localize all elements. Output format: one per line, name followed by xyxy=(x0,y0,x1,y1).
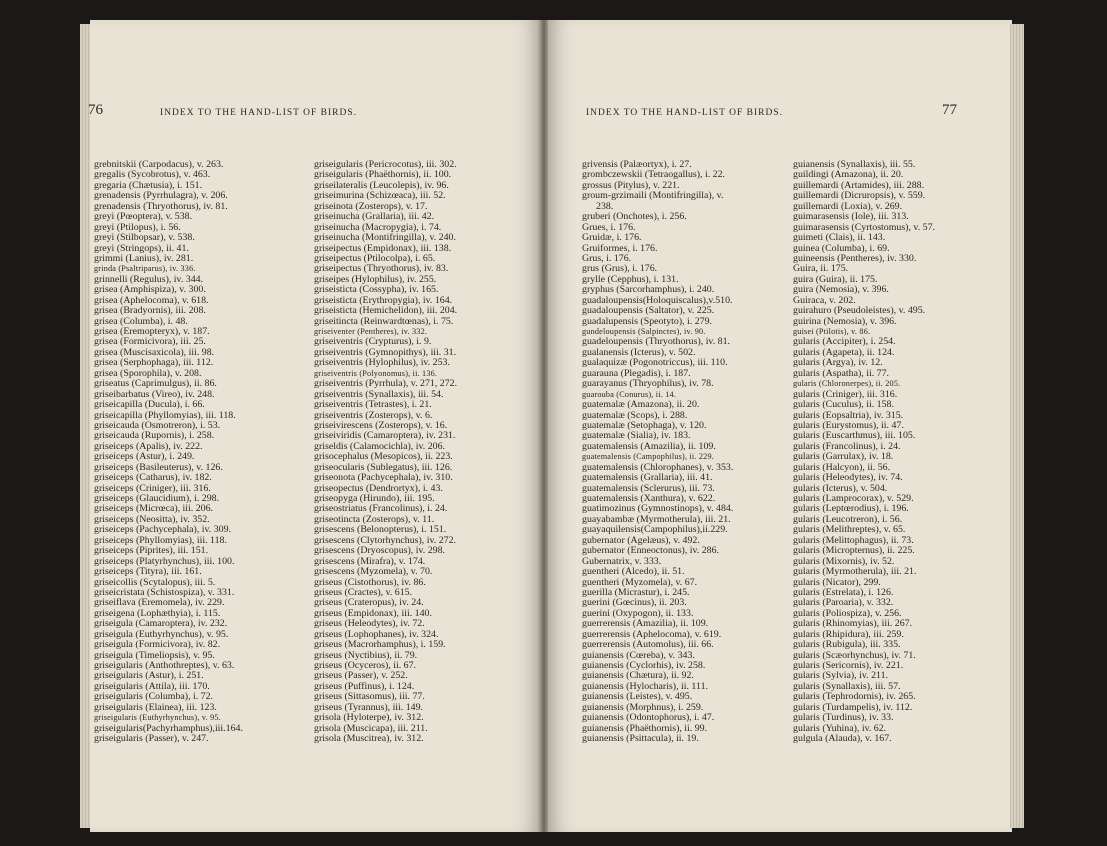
index-entry: griseiventris (Crypturus), i. 9. xyxy=(314,336,432,348)
index-entry: gularis (Chloronerpes), ii. 205. xyxy=(793,379,901,389)
index-entry: griseiceps (Neositta), iv. 352. xyxy=(94,513,210,525)
index-entry: gularis (Rhinomyias), iii. 267. xyxy=(793,618,913,630)
index-entry: guerrerensis (Aphelocoma), v. 619. xyxy=(582,628,722,640)
index-entry: griseisticta (Cossypha), iv. 165. xyxy=(314,284,439,296)
index-entry: guatemalæ (Amazona), ii. 20. xyxy=(582,399,700,411)
index-entry: guatemalæ (Setophaga), v. 120. xyxy=(582,419,707,431)
index-entry: guatemalæ (Sialia), iv. 183. xyxy=(582,430,691,442)
index-entry: griseigularis (Columba), i. 72. xyxy=(94,691,214,703)
index-entry: grisola (Muscitrea), iv. 312. xyxy=(314,733,424,745)
index-entry: guatemalensis (Campophilus), ii. 229. xyxy=(582,452,715,462)
index-entry: griseigula (Camaroptera), iv. 232. xyxy=(94,618,228,630)
index-entry: griseus (Cistothorus), iv. 86. xyxy=(314,576,426,588)
index-entry: guira (Guira), ii. 175. xyxy=(793,273,878,285)
index-entry: griseiceps (Phyllomyias), iii. 118. xyxy=(94,534,227,546)
index-entry: grossus (Pitylus), v. 221. xyxy=(582,179,680,191)
index-entry: griseigena (Lophæthyia), i. 115. xyxy=(94,607,221,619)
page-number-left: 76 xyxy=(88,102,103,118)
index-entry: griseigula (Formicivora), iv. 82. xyxy=(94,639,221,651)
index-entry: grimmi (Lanius), iv. 281. xyxy=(94,252,194,264)
index-entry: griseipectus (Thryothorus), iv. 83. xyxy=(314,263,449,275)
index-entry: greyi (Stringops), ii. 41. xyxy=(94,242,189,254)
index-entry: griseicollis (Scytalopus), iii. 5. xyxy=(94,576,216,588)
index-entry: griseiceps (Piprites), iii. 151. xyxy=(94,545,209,557)
index-entry: griseiventris (Polyonomus), ii. 136. xyxy=(314,368,438,378)
index-entry: gularis (Scæorhynchus), iv. 71. xyxy=(793,649,916,661)
index-entry: gregaria (Chætusia), i. 151. xyxy=(94,179,203,191)
index-entry: grus (Grus), i. 176. xyxy=(582,263,658,275)
index-entry: grisea (Formicivora), iii. 25. xyxy=(94,336,206,348)
index-entry: guadaloupensis(Holoquiscalus),v.510. xyxy=(582,294,733,306)
index-entry: guianensis (Chætura), ii. 92. xyxy=(582,670,694,682)
index-entry: grebnitskii (Carpodacus), v. 263. xyxy=(94,159,224,170)
index-entry: guerilla (Micrastur), i. 245. xyxy=(582,586,690,598)
index-column-3 xyxy=(582,160,733,745)
index-entry: griseicristata (Schistospiza), v. 331. xyxy=(94,586,235,598)
index-entry: griseigularis (Euthyrhynchus), v. 95. xyxy=(94,713,221,723)
index-entry: grylle (Cepphus), i. 131. xyxy=(582,273,679,285)
index-entry: gularis (Heleodytes), iv. 74. xyxy=(793,472,903,484)
index-entry: gularis (Sylvia), iv. 211. xyxy=(793,670,888,682)
index-entry: gularis (Mixornis), iv. 52. xyxy=(793,555,895,567)
index-entry: guirahuro (Pseudoleistes), v. 495. xyxy=(793,305,926,317)
index-entry: griseipes (Hylophilus), iv. 255. xyxy=(314,273,437,285)
index-entry: gularis (Estrelata), i. 126. xyxy=(793,586,894,598)
index-entry: griseiceps (Apalis), iv. 222. xyxy=(94,440,203,452)
index-entry: guimeti (Clais), ii. 143. xyxy=(793,232,886,244)
index-entry: guatemalensis (Amazilia), ii. 109. xyxy=(582,440,716,452)
index-entry: gularis (Yuhina), iv. 62. xyxy=(793,722,887,734)
index-entry: griseigularis (Phaëthornis), ii. 100. xyxy=(314,169,452,181)
index-entry: gularis (Cuculus), ii. 158. xyxy=(793,399,894,411)
index-entry: guildingi (Amazona), ii. 20. xyxy=(793,169,904,181)
index-entry: griseilateralis (Leucolepis), iv. 96. xyxy=(314,179,449,191)
index-entry: gularis (Turdampelis), iv. 112. xyxy=(793,701,913,713)
running-header-right: INDEX TO THE HAND-LIST OF BIRDS. xyxy=(586,108,784,118)
index-entry: gularis (Criniger), iii. 316. xyxy=(793,388,898,400)
index-entry: grisescens (Myzomela), v. 70. xyxy=(314,566,433,578)
index-entry: griseiceps (Catharus), iv. 182. xyxy=(94,472,212,484)
index-entry: guianensis (Morphnus), i. 259. xyxy=(582,701,704,713)
index-entry: gularis (Sericornis), iv. 221. xyxy=(793,660,904,671)
index-entry: guimarasensis (Iole), iii. 313. xyxy=(793,211,909,223)
index-entry: guarauna (Plegadis), i. 187. xyxy=(582,367,691,379)
index-entry: gularis (Lamprocorax), v. 529. xyxy=(793,493,914,504)
index-entry: guianensis (Synallaxis), iii. 55. xyxy=(793,159,916,170)
index-entry: guillemardi (Artamides), iii. 288. xyxy=(793,179,925,191)
index-entry: guisei (Ptilotis), v. 86. xyxy=(793,327,871,336)
index-entry: griseiventris (Gymnopithys), iii. 31. xyxy=(314,346,457,358)
index-entry: griseicapilla (Ducula), i. 66. xyxy=(94,399,205,411)
index-entry: griseiflava (Eremomela), iv. 229. xyxy=(94,597,225,609)
index-entry: grisola (Hyloterpe), iv. 312. xyxy=(314,712,424,724)
index-entry: guadaloupensis (Saltator), v. 225. xyxy=(582,305,715,317)
index-entry: gruberi (Onchotes), i. 256. xyxy=(582,211,687,223)
index-entry: griseisticta (Erythropygia), iv. 164. xyxy=(314,294,453,306)
index-entry: guianensis (Phaëthornis), ii. 99. xyxy=(582,722,708,734)
index-entry: guerrerensis (Amazilia), ii. 109. xyxy=(582,618,709,630)
index-entry: gularis (Myrmotherula), iii. 21. xyxy=(793,566,917,578)
index-entry: griseinucha (Montifringilla), v. 240. xyxy=(314,232,456,244)
index-entry: griseiventris (Zosterops), v. 6. xyxy=(314,409,433,421)
index-entry: griseigularis (Astur), i. 251. xyxy=(94,670,204,682)
index-entry: griseiceps (Astur), i. 249. xyxy=(94,451,195,463)
index-entry: gularis (Melittophagus), ii. 73. xyxy=(793,534,914,546)
index-entry: guadalupensis (Speotyto), i. 279. xyxy=(582,315,713,327)
index-entry: gularis (Garrulax), iv. 18. xyxy=(793,451,894,463)
index-entry: gularis (Eopsaltria), iv. 315. xyxy=(793,409,904,421)
index-entry: grisea (Eremopteryx), v. 187. xyxy=(94,326,210,337)
index-entry: grisocephalus (Mesopicos), ii. 223. xyxy=(314,451,453,463)
index-entry: grisescens (Mirafra), v. 174. xyxy=(314,555,426,567)
left-page xyxy=(90,20,540,832)
index-entry: guerini (Gœcinus), ii. 203. xyxy=(582,597,687,609)
index-entry: griseostriatus (Francolinus), i. 24. xyxy=(314,503,448,515)
index-entry: griseus (Ocyceros), ii. 67. xyxy=(314,660,417,671)
index-entry: Gubernatrix, v. 333. xyxy=(582,555,662,567)
index-entry: grenadensis (Pyrrhulagra), v. 206. xyxy=(94,190,228,202)
index-entry: gularis (Tephrodornis), iv. 265. xyxy=(793,691,916,703)
index-entry: grivensis (Palæortyx), i. 27. xyxy=(582,159,692,170)
index-entry: griseotincta (Zosterops), v. 11. xyxy=(314,513,435,525)
index-entry: griseiceps (Pachycephala), iv. 309. xyxy=(94,524,232,536)
index-entry: griseiceps (Platyrhynchus), iii. 100. xyxy=(94,555,235,567)
index-entry: griseiventer (Pentheres), iv. 332. xyxy=(314,327,428,336)
index-entry: griseus (Nyctibius), ii. 79. xyxy=(314,649,418,661)
index-entry: grenadensis (Thryothorus), iv. 81. xyxy=(94,200,228,212)
index-entry: griseldis (Calamocichla), iv. 206. xyxy=(314,440,445,452)
index-entry: gularis (Agapeta), ii. 124. xyxy=(793,346,895,358)
index-entry: griseus (Macrorhamphus), i. 159. xyxy=(314,639,446,651)
index-entry: gularis (Accipiter), i. 254. xyxy=(793,336,896,348)
index-entry: greyi (Pœoptera), v. 538. xyxy=(94,211,193,223)
index-entry: griseus (Crateropus), iv. 24. xyxy=(314,597,424,609)
index-entry: griseatus (Caprimulgus), ii. 86. xyxy=(94,378,217,390)
index-entry: griseiceps (Criniger), iii. 316. xyxy=(94,482,211,494)
index-entry: gularis (Melithreptes), v. 65. xyxy=(793,524,906,536)
index-entry: gularis (Synallaxis), iii. 57. xyxy=(793,680,901,692)
index-entry: guillemardi (Dicruropsis), v. 559. xyxy=(793,190,926,202)
index-entry: griseiventris (Pyrrhula), v. 271, 272. xyxy=(314,378,458,390)
index-entry: guirina (Nemosia), v. 396. xyxy=(793,315,897,327)
index-entry: guillemardi (Loxia), v. 269. xyxy=(793,200,903,212)
index-entry: guianensis (Leistes), v. 495. xyxy=(582,691,693,703)
index-entry: guimarasensis (Cyrtostomus), v. 57. xyxy=(793,221,935,233)
index-entry: griseus (Lophophanes), iv. 324. xyxy=(314,628,439,640)
index-entry: griseicauda (Osmotreron), i. 53. xyxy=(94,419,221,431)
index-entry: griseopectus (Dendrortyx), i. 43. xyxy=(314,482,443,494)
index-entry: greyi (Ptilopus), i. 56. xyxy=(94,221,181,233)
running-header-left: INDEX TO THE HAND-LIST OF BIRDS. xyxy=(160,108,358,118)
index-entry: gularis (Argya), iv. 12. xyxy=(793,357,883,369)
index-entry: gularis (Leptœrodius), i. 196. xyxy=(793,503,909,515)
index-entry: grisea (Aphelocoma), v. 618. xyxy=(94,294,209,306)
index-entry: grinnelli (Regulus), iv. 344. xyxy=(94,273,204,285)
index-entry: grisea (Sporophila), v. 208. xyxy=(94,367,202,379)
index-entry: Gruidæ, i. 176. xyxy=(582,232,642,244)
index-entry: gularis (Eurystomus), ii. 47. xyxy=(793,419,904,431)
index-entry: grisescens (Dryoscopus), iv. 298. xyxy=(314,545,446,557)
index-entry: guarayanus (Thryophilus), iv. 78. xyxy=(582,378,714,390)
index-entry: griseivirescens (Zosterops), v. 16. xyxy=(314,419,448,431)
index-entry: griseocularis (Sublegatus), iii. 126. xyxy=(314,461,453,473)
index-entry: gularis (Poliospiza), v. 256. xyxy=(793,607,902,619)
index-entry: griseigularis (Anthothreptes), v. 63. xyxy=(94,660,235,671)
index-entry: grisea (Amphispiza), v. 300. xyxy=(94,284,206,296)
index-column-2 xyxy=(314,160,457,745)
index-entry: guatemalensis (Chlorophanes), v. 353. xyxy=(582,461,734,473)
index-entry: griseopyga (Hirundo), iii. 195. xyxy=(314,493,435,504)
index-entry: gularis (Micropternus), ii. 225. xyxy=(793,545,915,557)
index-entry: griseipectus (Ptilocolpa), i. 65. xyxy=(314,252,436,264)
index-entry: guadeloupensis (Thryothorus), iv. 81. xyxy=(582,336,731,348)
index-entry: guerrerensis (Automolus), iii. 66. xyxy=(582,639,714,651)
index-entry: grisescens (Belonopterus), i. 151. xyxy=(314,524,447,536)
index-entry: gundeloupensis (Salpinctes), iv. 90. xyxy=(582,327,706,336)
index-entry: gularis (Leucotreron), i. 56. xyxy=(793,513,903,525)
index-entry: Guira, ii. 175. xyxy=(793,263,849,275)
index-column-4 xyxy=(793,160,935,745)
index-entry: griseus (Heleodytes), iv. 72. xyxy=(314,618,425,630)
index-entry: gularis (Rhipidura), iii. 259. xyxy=(793,628,904,640)
index-entry: grisea (Columba), i. 48. xyxy=(94,315,188,327)
index-entry: guianensis (Psittacula), ii. 19. xyxy=(582,733,699,745)
index-entry: guianensis (Cœreba), v. 343. xyxy=(582,649,695,661)
index-entry: griseipectus (Empidonax), iii. 138. xyxy=(314,242,452,254)
index-entry: griseus (Cractes), v. 615. xyxy=(314,586,413,598)
index-entry: gularis (Icterus), v. 504. xyxy=(793,482,888,494)
index-entry: guarouba (Conurus), ii. 14. xyxy=(582,389,677,399)
index-entry: griseigularis (Attila), iii. 170. xyxy=(94,680,210,692)
index-entry: gularis (Paroaria), v. 332. xyxy=(793,597,894,609)
index-entry: guerini (Oxypogon), ii. 133. xyxy=(582,607,694,619)
index-entry: gularis (Turdinus), iv. 33. xyxy=(793,712,894,724)
index-entry: guianensis (Hylocharis), ii. 111. xyxy=(582,680,708,692)
index-column-1 xyxy=(94,160,243,745)
index-entry: griseiviridis (Camaroptera), iv. 231. xyxy=(314,430,456,442)
index-entry: griseus (Empidonax), iii. 140. xyxy=(314,607,432,619)
index-entry: griseimurina (Schizœaca), iii. 52. xyxy=(314,190,446,202)
index-entry: griseigularis(Pachyrhamphus),iii.164. xyxy=(94,722,243,734)
index-entry: guatemalæ (Scops), i. 288. xyxy=(582,409,688,421)
index-entry: griseisticta (Hemichelidon), iii. 204. xyxy=(314,305,458,317)
index-entry: grisea (Muscisaxicola), iii. 98. xyxy=(94,346,215,358)
index-entry: griseonota (Pachycephala), iv. 310. xyxy=(314,472,453,484)
index-entry: grisescens (Clytorhynchus), iv. 272. xyxy=(314,534,456,546)
index-entry: 238. xyxy=(596,200,614,212)
index-entry: groum-grzimaili (Montifringilla), v. xyxy=(582,190,724,202)
index-entry: griseinucha (Macropygia), i. 74. xyxy=(314,221,442,233)
index-entry: gularis (Euscarthmus), iii. 105. xyxy=(793,430,916,442)
index-entry: gubernator (Agelæus), v. 492. xyxy=(582,534,700,546)
index-entry: Grus, i. 176. xyxy=(582,252,632,264)
index-entry: griseitincta (Reinwardtœnas), i. 75. xyxy=(314,315,454,327)
index-entry: griseibarbatus (Vireo), iv. 248. xyxy=(94,388,215,400)
index-entry: griseiceps (Basileuterus), v. 126. xyxy=(94,461,223,473)
index-entry: guentheri (Alcedo), ii. 51. xyxy=(582,566,685,578)
index-entry: guayabambæ (Myrmotherula), iii. 21. xyxy=(582,513,731,525)
index-entry: griseiventris (Synallaxis), iii. 54. xyxy=(314,388,444,400)
index-entry: gryphus (Sarcorhamphus), i. 240. xyxy=(582,284,715,296)
index-entry: griseiventris (Tetrastes), i. 21. xyxy=(314,399,432,411)
index-entry: griseicapilla (Phyllomyias), iii. 118. xyxy=(94,409,236,421)
index-entry: griseiceps (Micrœca), iii. 206. xyxy=(94,503,214,515)
index-entry: gualanensis (Icterus), v. 502. xyxy=(582,346,696,358)
index-entry: guatimozinus (Gymnostinops), v. 484. xyxy=(582,503,734,515)
index-entry: griseigula (Timeliopsis), v. 95. xyxy=(94,649,215,661)
index-entry: griseigula (Euthyrhynchus), v. 95. xyxy=(94,628,229,640)
index-entry: grisea (Bradyornis), iii. 208. xyxy=(94,305,206,317)
index-entry: griseus (Sittasomus), iii. 77. xyxy=(314,691,425,703)
index-entry: griseus (Tyrannus), iii. 149. xyxy=(314,701,424,713)
index-entry: griseigularis (Elainea), iii. 123. xyxy=(94,701,217,713)
index-entry: griseicauda (Rupornis), i. 258. xyxy=(94,430,215,442)
index-entry: guianensis (Odontophorus), i. 47. xyxy=(582,712,715,724)
index-entry: grinda (Psaltriparus), iv. 336. xyxy=(94,264,196,274)
index-entry: gualaquizæ (Pogonotriccus), iii. 110. xyxy=(582,357,728,369)
index-entry: griseiceps (Tityra), iii. 161. xyxy=(94,566,202,578)
index-entry: gregalis (Sycobrotus), v. 463. xyxy=(94,169,211,181)
index-entry: gularis (Aspatha), ii. 77. xyxy=(793,367,889,379)
index-entry: gularis (Francolinus), i. 24. xyxy=(793,440,901,452)
index-entry: grisola (Muscicapa), iii. 211. xyxy=(314,722,428,734)
index-entry: guianensis (Cyclorhis), iv. 258. xyxy=(582,660,706,671)
index-entry: Gruiformes, i. 176. xyxy=(582,242,658,254)
index-entry: grombczewskii (Tetraogallus), i. 22. xyxy=(582,169,726,181)
index-entry: guayaquilensis(Campophilus),ii.229. xyxy=(582,524,728,536)
index-entry: guinea (Columba), i. 69. xyxy=(793,242,890,254)
index-entry: guatemalensis (Grallaria), iii. 41. xyxy=(582,472,713,484)
index-entry: griseus (Passer), v. 252. xyxy=(314,670,408,682)
index-entry: griseigularis (Passer), v. 247. xyxy=(94,733,209,745)
right-page xyxy=(548,20,1012,832)
index-entry: guatemalensis (Xanthura), v. 622. xyxy=(582,493,716,504)
index-entry: grisea (Serphophaga), iii. 112. xyxy=(94,357,214,369)
index-entry: guentheri (Myzomela), v. 67. xyxy=(582,576,698,588)
index-entry: gularis (Rubigula), iii. 335. xyxy=(793,639,901,651)
index-entry: gulgula (Alauda), v. 167. xyxy=(793,733,892,745)
index-entry: gularis (Nicator), 299. xyxy=(793,576,881,588)
index-entry: griseiceps (Glaucidium), i. 298. xyxy=(94,493,220,504)
index-entry: griseiventris (Hylophilus), iv. 253. xyxy=(314,357,450,369)
index-entry: guira (Nemosia), v. 396. xyxy=(793,284,889,296)
index-entry: guineensis (Pentheres), iv. 330. xyxy=(793,252,917,264)
index-entry: greyi (Stilbopsar), v. 538. xyxy=(94,232,195,244)
index-entry: Guiraca, v. 202. xyxy=(793,294,856,306)
index-entry: griseus (Puffinus), i. 124. xyxy=(314,680,415,692)
page-edges-right xyxy=(1010,24,1024,828)
index-entry: gubernator (Enneoctonus), iv. 286. xyxy=(582,545,720,557)
index-entry: guatemalensis (Sclerurus), iii. 73. xyxy=(582,482,715,494)
page-number-right: 77 xyxy=(942,102,957,118)
index-entry: Grues, i. 176. xyxy=(582,221,636,233)
index-entry: griseinucha (Grallaria), iii. 42. xyxy=(314,211,435,223)
index-entry: gularis (Halcyon), ii. 56. xyxy=(793,461,891,473)
index-entry: griseinota (Zosterops), v. 17. xyxy=(314,200,428,212)
index-entry: griseigularis (Pericrocotus), iii. 302. xyxy=(314,159,457,170)
